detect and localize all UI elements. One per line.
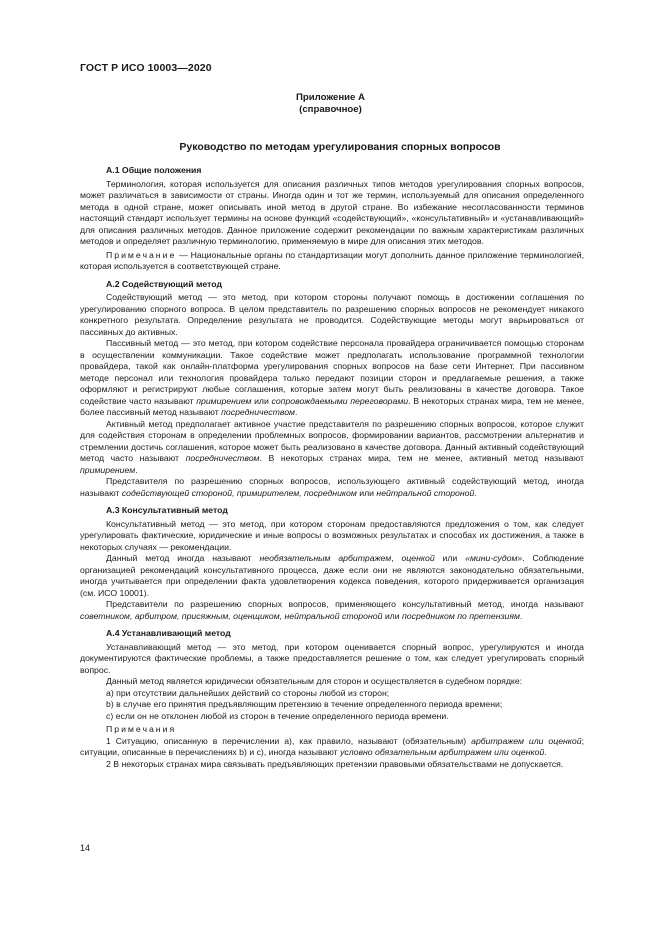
list-item: a) при отсутствии дальнейших действий со стороны любой из сторон; — [106, 687, 390, 698]
standard-header: ГОСТ Р ИСО 10003—2020 — [80, 62, 212, 74]
paragraph: Представителя по разрешению спорных вопросов, использующего активный содействующий метод, иногда называют содействующей стороной, примирителем, посредником или нейтральной стороной. — [80, 476, 584, 498]
paragraph: Терминология, которая используется для описания различных типов методов урегулирования спорных вопросов, может различаться в зависимости от страны. Иногда один и тот же термин, используемый для описания определенного метода в одной стране, может описывать иной метод в другой стране. Во избежание несогласованности терминов настоящий стандарт использует термины на основе функций «содействующий», «консультативный» и «устанавливающий» для описания различных методов. Данное приложение содержит рекомендации по важным характеристикам различных методов и определяет различную терминологию, применяемую в мире для описания этих методов. — [80, 178, 584, 246]
paragraph: Активный метод предполагает активное участие представителя по разрешению спорных вопросов, которое служит для содействия сторонам в определении проблемных вопросов, формировании вариантов, рассмотрении альтернатив и стремлении достичь соглашения, которое может быть реализовано в качестве договора. Данный активный содействующий метод часто называют посредничеством. В некоторых странах мира, тем не менее, активный метод называют примирением. — [80, 418, 584, 475]
list-item: c) если он не отклонен любой из сторон в течение определенного периода времени. — [106, 710, 449, 721]
paragraph: Консультативный метод — это метод, при котором сторонам предоставляются предложения о том, как следует урегулировать фактические, юридические и иные вопросы о возможных результатах и способах их достижения, а также в некоторых случаях — рекомендации. — [80, 518, 584, 552]
annex-title: Приложение А — [296, 92, 365, 103]
annex-subtitle: (справочное) — [299, 104, 362, 115]
paragraph: Пассивный метод — это метод, при котором содействие персонала провайдера ограничивается помощью сторонам в осуществлении коммуникации. Такое содействие может предполагать использование программной технологии провайдера, такой как онлайн-платформа урегулирования спорных вопросов на базе сети Интернет. При пассивном методе персонал или технология провайдера только передают позиции сторон и предлагаемые решения, а также оформляют и регистрируют любые соглашения, которые затем могут быть реализованы в качестве договора. Такое содействие часто называют примирением или сопровождаемыми переговорами. В некоторых странах мира, тем не менее, более пассивный метод называют посредничеством. — [80, 338, 584, 417]
paragraph: Содействующий метод — это метод, при котором стороны получают помощь в достижении соглашения по урегулированию спорного вопроса. В целом представитель по разрешению спорных вопросов не рекомендует никакого конкретного результата. Определение результата не проводится. Содействующие методы могут варьироваться от пассивных до активных. — [80, 292, 584, 337]
annex-heading — [0, 92, 661, 116]
paragraph: Данный метод является юридически обязательным для сторон и осуществляется в судебном порядке: — [106, 676, 523, 686]
note: 2 В некоторых странах мира связывать предъявляющих претензии правовыми обязательствами не допускается. — [106, 758, 564, 769]
main-title: Руководство по методам урегулирования спорных вопросов — [179, 141, 501, 153]
paragraph: Данный метод иногда называют необязательным арбитражем, оценкой или «мини-судом». Соблюдение организацией рекомендаций консультативного процесса, даже если они не являются законодательно обязательными, иногда учитывается при определении факта удовлетворения кодекса поведения, которого придерживается организация (см. ИСО 10001). — [80, 553, 584, 598]
note: Примечание — Национальные органы по стандартизации могут дополнить данное приложение терминологией, которая используется в соответствующей стране. — [80, 249, 584, 271]
notes-label: Примечания — [106, 724, 177, 734]
section-heading-a2: А.2 Содействующий метод — [106, 278, 222, 289]
section-heading-a4: А.4 Устанавливающий метод — [106, 628, 231, 638]
document-body — [80, 165, 584, 770]
list-item: b) в случае его принятия предъявляющим претензию в течение определенного периода времени; — [106, 699, 503, 709]
paragraph: Устанавливающий метод — это метод, при котором оценивается спорный вопрос, урегулируются и иногда документируются фактические проблемы, а также предоставляется решение о том, как следует урегулировать спорный вопрос. — [80, 641, 584, 675]
paragraph: Представители по разрешению спорных вопросов, применяющего консультативный метод, иногда называют советником, арбитром, присяжным, оценщиком, нейтральной стороной или посредником по претензиям. — [80, 599, 584, 621]
note-label: Примечание — [106, 249, 177, 260]
page-number: 14 — [80, 843, 91, 853]
note: 1 Ситуацию, описанную в перечислении а), как правило, называют (обязательным) арбитражем или оценкой; ситуации, описанные в перечислениях b) и c), иногда называют условно обязательным арбитражем или оценкой. — [80, 735, 584, 757]
section-heading-a1: А.1 Общие положения — [106, 165, 202, 175]
section-heading-a3: А.3 Консультативный метод — [106, 505, 228, 515]
